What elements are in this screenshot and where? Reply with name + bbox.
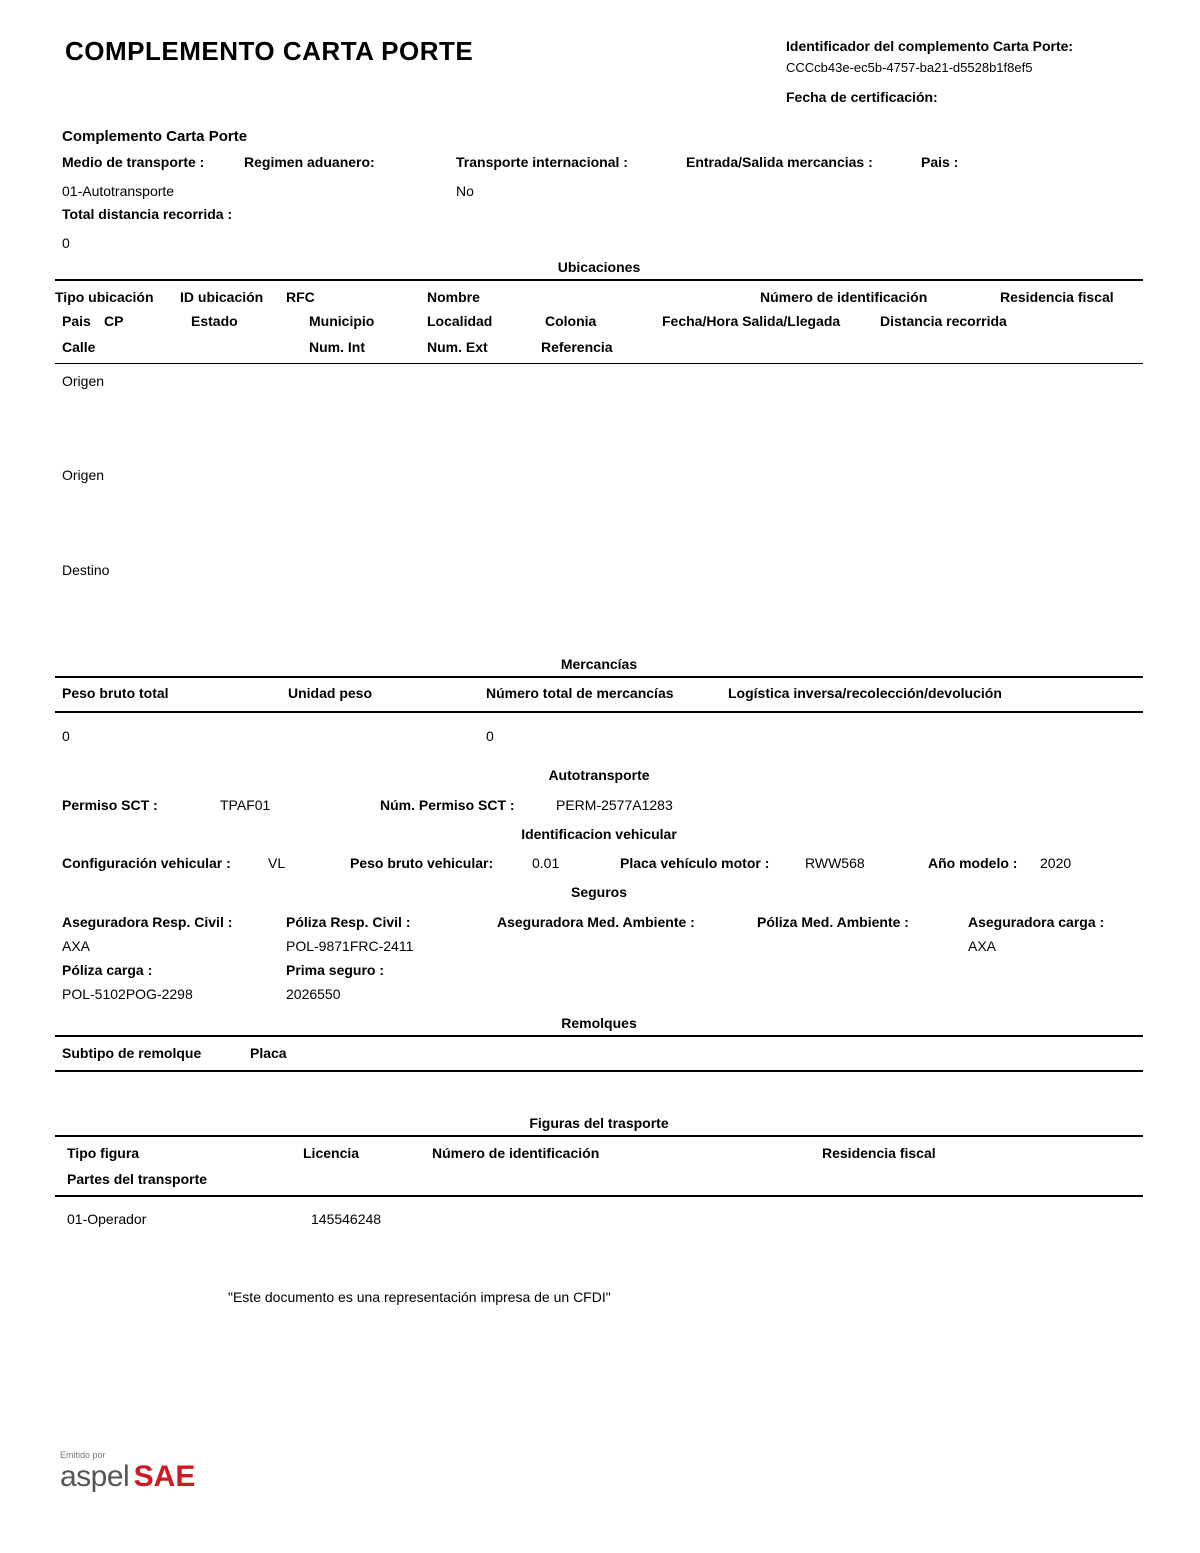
col-logistica-inversa: Logística inversa/recolección/devolución <box>728 685 1002 701</box>
logo-sae-text: SAE <box>133 1460 196 1493</box>
numero-mercancias-value: 0 <box>486 728 494 744</box>
col-num-int: Num. Int <box>309 339 365 355</box>
pais-label: Pais : <box>921 154 959 170</box>
aseguradora-resp-civil-value: AXA <box>62 938 91 954</box>
divider <box>55 279 1143 281</box>
tipo-figura-value: 01-Operador <box>67 1211 147 1227</box>
col-num-ext: Num. Ext <box>427 339 488 355</box>
col-placa: Placa <box>250 1045 287 1061</box>
identificacion-vehicular-title: Identificacion vehicular <box>521 826 677 842</box>
col-tipo-ubicacion: Tipo ubicación <box>55 289 154 305</box>
page-title: COMPLEMENTO CARTA PORTE <box>65 36 474 66</box>
col-estado: Estado <box>191 313 238 329</box>
col-nombre: Nombre <box>427 289 480 305</box>
col-tipo-figura: Tipo figura <box>67 1145 140 1161</box>
peso-bruto-value: 0 <box>62 728 70 744</box>
col-residencia-fiscal: Residencia fiscal <box>1000 289 1114 305</box>
poliza-resp-civil-value: POL-9871FRC-2411 <box>286 938 414 954</box>
complemento-section-title: Complemento Carta Porte <box>62 128 248 145</box>
autotransporte-title: Autotransporte <box>548 767 650 783</box>
col-referencia: Referencia <box>541 339 613 355</box>
logo-aspel-text: aspel <box>60 1460 130 1493</box>
transporte-internacional-value: No <box>456 183 474 199</box>
divider <box>55 1035 1143 1037</box>
col-rfc: RFC <box>286 289 315 305</box>
peso-bruto-vehicular-label: Peso bruto vehicular: <box>350 855 494 871</box>
permiso-sct-value: TPAF01 <box>220 797 271 813</box>
aseguradora-carga-value: AXA <box>968 938 997 954</box>
col-localidad: Localidad <box>427 313 493 329</box>
num-permiso-label: Núm. Permiso SCT : <box>380 797 515 813</box>
aseguradora-med-ambiente-label: Aseguradora Med. Ambiente : <box>497 914 695 930</box>
prima-seguro-value: 2026550 <box>286 986 341 1002</box>
cfdi-note: "Este documento es una representación impresa de un CFDI" <box>228 1289 611 1305</box>
poliza-carga-value: POL-5102POG-2298 <box>62 986 193 1002</box>
divider <box>55 1070 1143 1072</box>
complement-id-label: Identificador del complemento Carta Porte: <box>786 38 1074 54</box>
col-pais: Pais <box>62 313 91 329</box>
regimen-aduanero-label: Regimen aduanero: <box>244 154 375 170</box>
col-numero-identificacion: Número de identificación <box>760 289 928 305</box>
licencia-value: 145546248 <box>311 1211 382 1227</box>
placa-vehiculo-label: Placa vehículo motor : <box>620 855 770 871</box>
col-subtipo-remolque: Subtipo de remolque <box>62 1045 202 1061</box>
col-colonia: Colonia <box>545 313 597 329</box>
divider <box>55 1135 1143 1137</box>
num-permiso-value: PERM-2577A1283 <box>556 797 673 813</box>
col-peso-bruto-total: Peso bruto total <box>62 685 169 701</box>
poliza-med-ambiente-label: Póliza Med. Ambiente : <box>757 914 909 930</box>
ubicacion-item: Destino <box>62 562 110 578</box>
col-cp: CP <box>104 313 124 329</box>
aspel-sae-logo <box>60 1450 195 1497</box>
col-licencia: Licencia <box>303 1145 360 1161</box>
divider <box>55 711 1143 713</box>
anio-modelo-value: 2020 <box>1040 855 1072 871</box>
permiso-sct-label: Permiso SCT : <box>62 797 158 813</box>
col-id-ubicacion: ID ubicación <box>180 289 264 305</box>
emitido-por-label: Emitido por <box>60 1450 106 1460</box>
divider <box>55 676 1143 678</box>
peso-bruto-vehicular-value: 0.01 <box>532 855 560 871</box>
figuras-title: Figuras del trasporte <box>529 1115 669 1131</box>
partes-transporte-label: Partes del transporte <box>67 1171 208 1187</box>
aseguradora-resp-civil-label: Aseguradora Resp. Civil : <box>62 914 233 930</box>
entrada-salida-label: Entrada/Salida mercancias : <box>686 154 873 170</box>
col-fecha-hora: Fecha/Hora Salida/Llegada <box>662 313 841 329</box>
col-distancia-recorrida: Distancia recorrida <box>880 313 1007 329</box>
col-municipio: Municipio <box>309 313 375 329</box>
ubicaciones-title: Ubicaciones <box>557 259 641 275</box>
transporte-internacional-label: Transporte internacional : <box>456 154 628 170</box>
mercancias-title: Mercancías <box>560 656 638 672</box>
placa-vehiculo-value: RWW568 <box>805 855 865 871</box>
distancia-label: Total distancia recorrida : <box>62 206 233 222</box>
divider <box>55 363 1143 364</box>
medio-transporte-value: 01-Autotransporte <box>62 183 175 199</box>
poliza-resp-civil-label: Póliza Resp. Civil : <box>286 914 411 930</box>
col-numero-identificacion: Número de identificación <box>432 1145 600 1161</box>
anio-modelo-label: Año modelo : <box>928 855 1018 871</box>
ubicacion-item: Origen <box>62 373 105 389</box>
col-calle: Calle <box>62 339 96 355</box>
poliza-carga-label: Póliza carga : <box>62 962 153 978</box>
col-unidad-peso: Unidad peso <box>288 685 373 701</box>
remolques-title: Remolques <box>561 1015 637 1031</box>
divider <box>55 1195 1143 1197</box>
prima-seguro-label: Prima seguro : <box>286 962 385 978</box>
certification-date-label: Fecha de certificación: <box>786 89 938 105</box>
ubicacion-item: Origen <box>62 467 105 483</box>
complement-id-value: CCCcb43e-ec5b-4757-ba21-d5528b1f8ef5 <box>786 60 1033 75</box>
configuracion-vehicular-label: Configuración vehicular : <box>62 855 231 871</box>
aseguradora-carga-label: Aseguradora carga : <box>968 914 1105 930</box>
distancia-value: 0 <box>62 235 70 251</box>
col-residencia-fiscal: Residencia fiscal <box>822 1145 936 1161</box>
medio-transporte-label: Medio de transporte : <box>62 154 205 170</box>
col-numero-total-mercancias: Número total de mercancías <box>486 685 674 701</box>
configuracion-vehicular-value: VL <box>268 855 286 871</box>
seguros-title: Seguros <box>570 884 627 900</box>
